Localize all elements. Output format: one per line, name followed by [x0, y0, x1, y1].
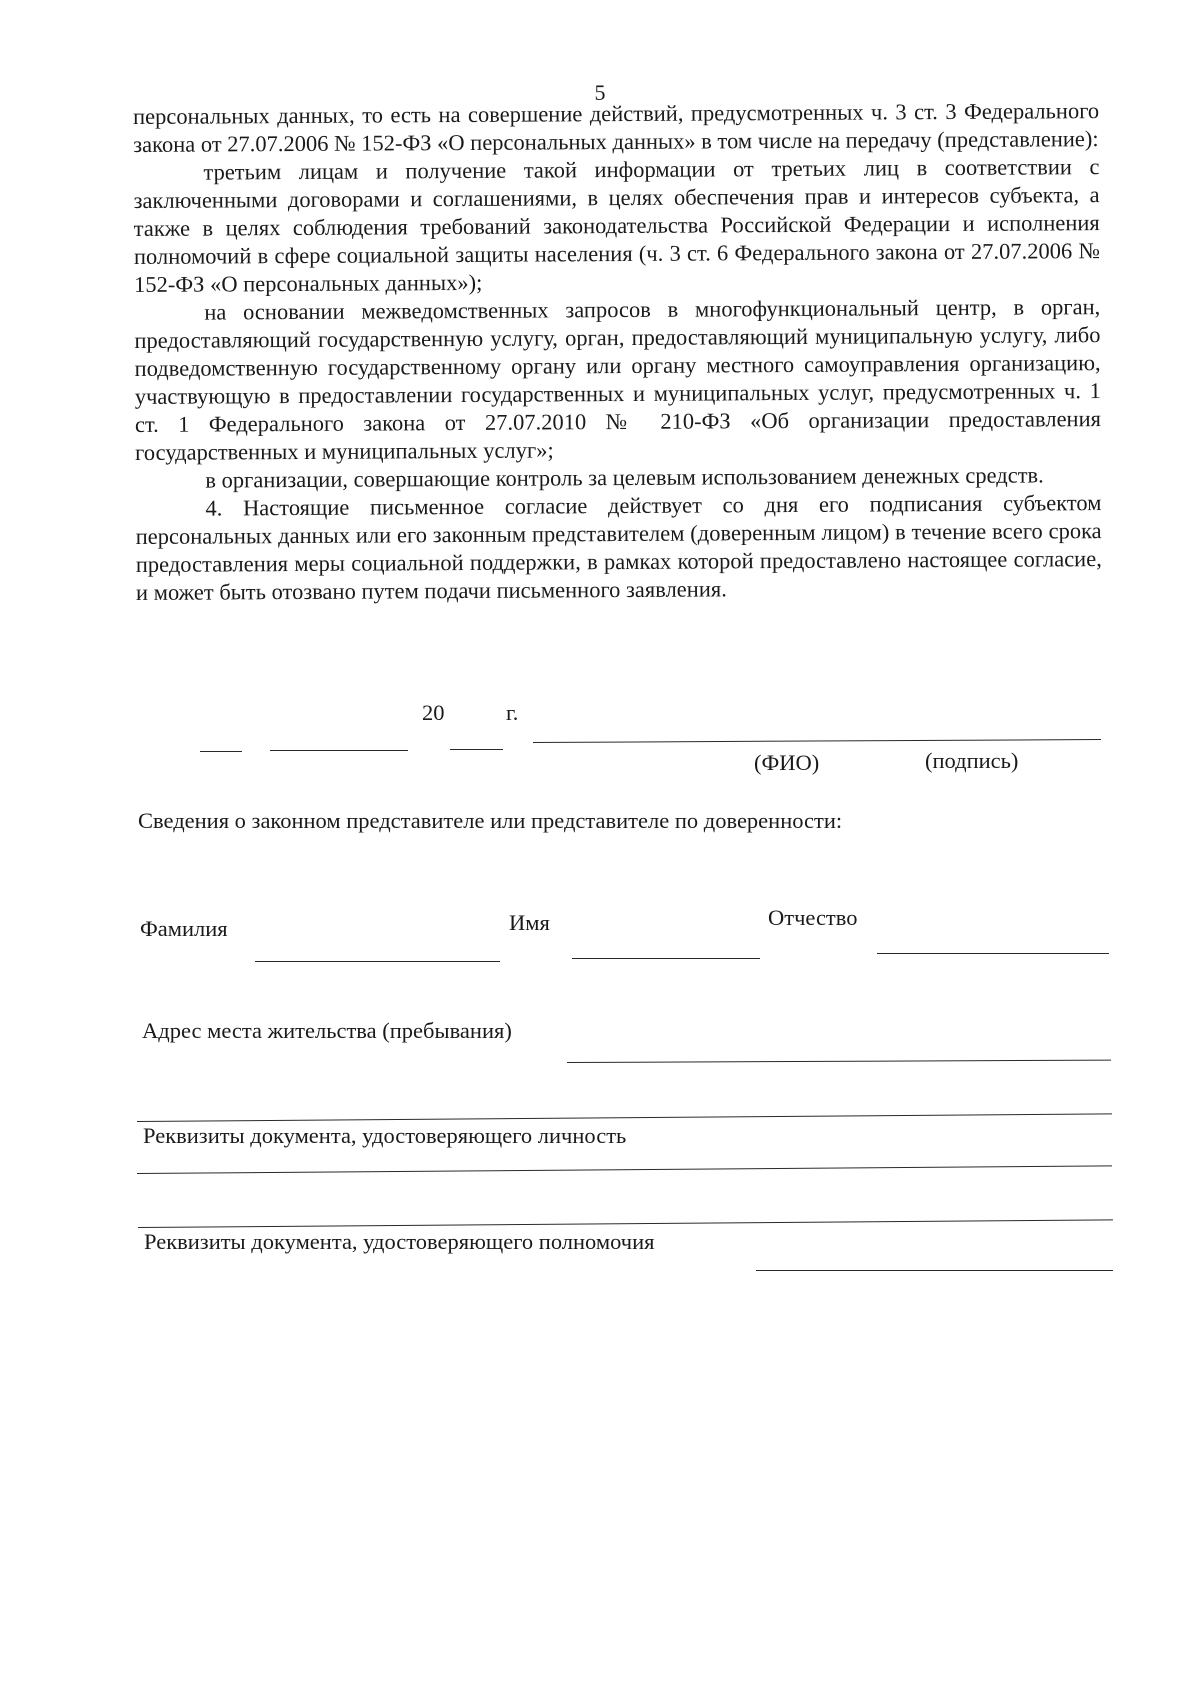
- surname-field-line[interactable]: [255, 961, 500, 962]
- day-field-line[interactable]: [200, 751, 242, 752]
- id-document-label: Реквизиты документа, удостоверяющего личность: [143, 1123, 627, 1148]
- year-field-line[interactable]: [450, 749, 503, 750]
- signature-caption: (подпись): [925, 748, 1019, 773]
- page-number: 5: [594, 80, 606, 105]
- patronymic-label: Отчество: [768, 905, 858, 930]
- paragraph-1: персональных данных, то есть на совершение действий, предусмотренных ч. 3 ст. 3 Федерального закона от 27.07.2006 № 152-ФЗ «О персональных данных» в том числе на передачу (представление):: [133, 98, 1100, 157]
- name-label: Имя: [509, 910, 550, 935]
- fio-signature-line[interactable]: [533, 739, 1101, 743]
- authority-document-label: Реквизиты документа, удостоверяющего полномочия: [144, 1229, 655, 1254]
- id-document-field-line-1[interactable]: [137, 1165, 1112, 1174]
- date-year-suffix: г.: [506, 700, 519, 725]
- date-year-prefix: 20: [422, 700, 445, 725]
- address-field-line-2[interactable]: [137, 1113, 1112, 1122]
- body-text: [133, 97, 1102, 607]
- patronymic-field-line[interactable]: [877, 953, 1109, 954]
- paragraph-4: в организации, совершающие контроль за целевым использованием денежных средств.: [205, 462, 1044, 493]
- id-document-field-line-2[interactable]: [138, 1219, 1113, 1228]
- address-field-line-1[interactable]: [567, 1060, 1111, 1063]
- fio-caption: (ФИО): [754, 750, 820, 775]
- month-field-line[interactable]: [270, 750, 408, 751]
- surname-label: Фамилия: [140, 916, 228, 941]
- address-label: Адрес места жительства (пребывания): [142, 1018, 512, 1043]
- paragraph-2: третьим лицам и получение такой информации от третьих лиц в соответствии с заключенными договорами и соглашениями, в целях обеспечения прав и интересов субъекта, а также в целях соблюдения требований законодательства Российской Федерации и исполнения полномочий в сфере социальной защиты населения (ч. 3 ст. 6 Федерального закона от 27.07.2006 № 152-ФЗ «О персональных данных»);: [133, 154, 1100, 297]
- authority-document-field-line[interactable]: [756, 1270, 1113, 1271]
- paragraph-3: на основании межведомственных запросов в многофункциональный центр, в орган, предоставляющий государственную услугу, орган, предоставляющий муниципальную услугу, либо подведомственную государственному органу или органу местного самоуправления организацию, участвующую в предоставлении государственных и муниципальных услуг, предусмотренных ч. 1 ст. 1 Федерального закона от 27.07.2010 № 210-ФЗ «Об организации предоставления государственных и муниципальных услуг»;: [134, 294, 1102, 465]
- name-field-line[interactable]: [572, 958, 760, 959]
- paragraph-5: 4. Настоящие письменное согласие действует со дня его подписания субъектом персональных данных или его законным представителем (доверенным лицом) в течение всего срока предоставления меры социальной поддержки, в рамках которой предоставлено настоящее согласие, и может быть отозвано путем подачи письменного заявления.: [135, 490, 1102, 605]
- representative-heading: Сведения о законном представителе или представителе по доверенности:: [138, 808, 843, 833]
